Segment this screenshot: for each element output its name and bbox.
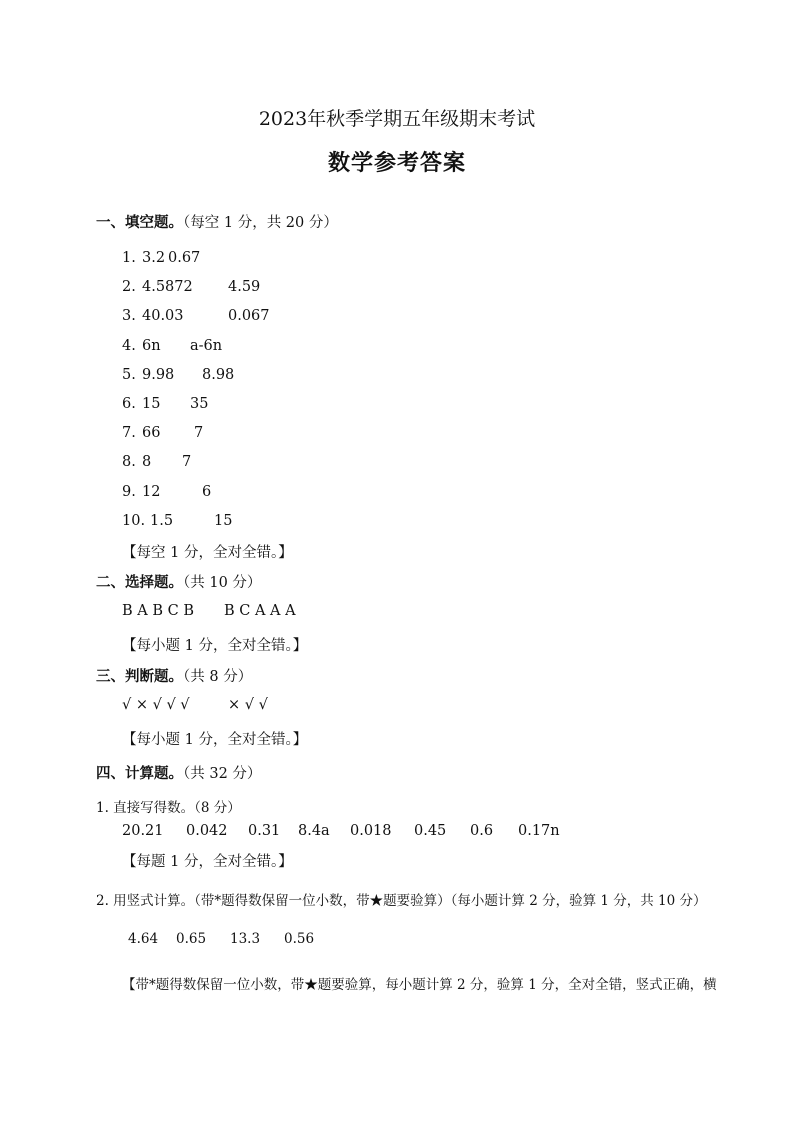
calc-answer: 0.042 xyxy=(186,823,228,839)
section3-heading: 三、判断题。 xyxy=(96,668,183,685)
question-number: 10. xyxy=(122,512,146,529)
answer-second: 4.59 xyxy=(228,279,261,296)
calc-answer: 0.018 xyxy=(350,823,392,839)
answer-first: 40.03 xyxy=(142,308,184,325)
section4-heading-line xyxy=(96,762,261,783)
answer-second: a-6n xyxy=(190,337,223,354)
section2-answers-a: B A B C B xyxy=(122,603,194,619)
section4-part1-label: 1. 直接写得数。（8 分） xyxy=(96,800,241,816)
answer-second: 8.98 xyxy=(202,366,235,383)
vertical-calc-answer: 4.64 xyxy=(128,931,159,947)
answer-first: 1.5 xyxy=(150,512,174,529)
question-number: 7. xyxy=(122,425,136,442)
section4-part2-label: 2. 用竖式计算。（带*题得数保留一位小数，带★题要验算）（每小题计算 2 分，验算 1 分，共 10 分） xyxy=(96,893,707,909)
answer-second: 7 xyxy=(182,454,192,471)
section1-heading-line xyxy=(96,211,338,232)
answer-first: 66 xyxy=(142,425,161,442)
calc-answer: 8.4a xyxy=(298,823,330,839)
section1-score: （每空 1 分，共 20 分） xyxy=(183,215,338,231)
question-number: 9. xyxy=(122,483,136,500)
question-number: 8. xyxy=(122,454,136,471)
answer-second: 7 xyxy=(194,425,204,442)
answer-first: 9.98 xyxy=(142,366,175,383)
section4-part2-note: 【带*题得数保留一位小数，带★题要验算，每小题计算 2 分，验算 1 分，全对全错，竖式正确，横 xyxy=(122,977,717,993)
section3-note: 【每小题 1 分，全对全错。】 xyxy=(122,732,308,748)
section4-part1-note: 【每题 1 分，全对全错。】 xyxy=(122,854,293,870)
answer-second: 15 xyxy=(214,512,233,529)
section4-heading: 四、计算题。 xyxy=(96,765,183,782)
answer-second: 35 xyxy=(190,396,209,412)
question-number: 1. xyxy=(122,250,136,266)
answer-first: 6n xyxy=(142,337,161,354)
vertical-calc-answer: 13.3 xyxy=(230,931,261,947)
section3-answers-a: √ × √ √ √ xyxy=(122,697,190,713)
vertical-calc-answer: 0.56 xyxy=(284,931,315,947)
question-number: 3. xyxy=(122,308,136,325)
calc-answer: 0.31 xyxy=(248,823,281,839)
section2-score: （共 10 分） xyxy=(183,575,262,591)
answer-first: 12 xyxy=(142,483,161,500)
section1-heading: 一、填空题。 xyxy=(96,214,183,231)
calc-answer: 20.21 xyxy=(122,823,164,839)
answer-second: 0.067 xyxy=(228,308,270,325)
section2-note: 【每小题 1 分，全对全错。】 xyxy=(122,638,308,654)
page-subtitle: 数学参考答案 xyxy=(327,150,466,176)
question-number: 4. xyxy=(122,337,136,354)
answer-first: 3.2 xyxy=(142,250,166,266)
section2-heading-line xyxy=(96,571,261,592)
section3-score: （共 8 分） xyxy=(183,669,253,685)
answer-second: 0.67 xyxy=(168,250,201,266)
section3-answers-b: × √ √ xyxy=(228,697,268,713)
section1-note: 【每空 1 分，全对全错。】 xyxy=(122,545,293,561)
question-number: 5. xyxy=(122,366,136,383)
section3-heading-line xyxy=(96,665,252,686)
section4-score: （共 32 分） xyxy=(183,766,262,782)
section2-heading: 二、选择题。 xyxy=(96,574,183,591)
page-title: 2023年秋季学期五年级期末考试 xyxy=(258,108,536,130)
calc-answer: 0.45 xyxy=(414,823,447,839)
answer-first: 4.5872 xyxy=(142,279,193,296)
section2-answers-b: B C A A A xyxy=(224,603,296,619)
calc-answer: 0.17n xyxy=(518,823,560,839)
answer-first: 15 xyxy=(142,396,161,412)
calc-answer: 0.6 xyxy=(470,823,494,839)
question-number: 6. xyxy=(122,396,136,412)
vertical-calc-answer: 0.65 xyxy=(176,931,207,947)
answer-second: 6 xyxy=(202,483,212,500)
question-number: 2. xyxy=(122,279,136,296)
answer-first: 8 xyxy=(142,454,152,471)
